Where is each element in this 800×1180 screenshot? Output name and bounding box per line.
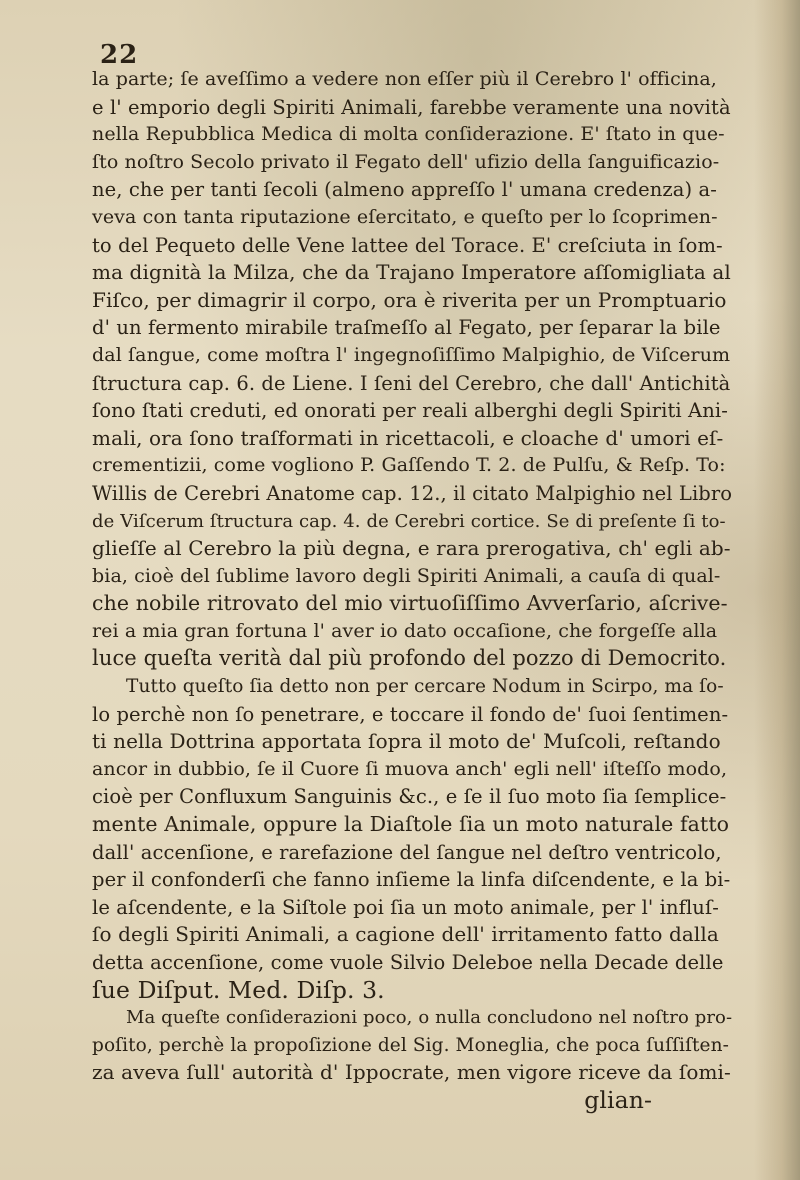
text-line: Willis de Cerebri Anatome cap. 12., il citato Malpighio nel Libro xyxy=(92,481,733,505)
text-line: ancor in dubbio, ſe il Cuore ſi muova anch' egli nell' iſteſſo modo, xyxy=(92,757,728,780)
text-line: glieſſe al Cerebro la più degna, e rara prerogativa, ch' egli ab- xyxy=(92,536,731,561)
text-line: ſono ſtati creduti, ed onorati per reali alberghi degli Spiriti Ani- xyxy=(92,399,728,423)
body-text xyxy=(92,66,732,1115)
text-line: de Viſcerum ſtructura cap. 4. de Cerebri cortice. Se di preſente ſi to- xyxy=(92,510,726,532)
text-line: ſue Diſput. Med. Diſp. 3. xyxy=(92,975,385,1004)
text-line: nella Repubblica Medica di molta conſiderazione. E' ſtato in que- xyxy=(92,123,725,146)
text-line: cioè per Confluxum Sanguinis &c., e ſe il ſuo moto ſia ſemplice- xyxy=(92,785,727,809)
text-line: crementizii, come vogliono P. Gaſſendo T. 2. de Pulſu, & Reſp. To: xyxy=(92,454,726,477)
text-line: detta accenſione, come vuole Silvio Deleboe nella Decade delle xyxy=(92,951,724,974)
text-line: le aſcendente, e la Siſtole poi ſia un moto animale, per l' influſ- xyxy=(92,895,719,919)
text-line: dall' accenſione, e rarefazione del ſangue nel deſtro ventricolo, xyxy=(92,840,722,864)
text-line: ſo degli Spiriti Animali, a cagione dell' irritamento fatto dalla xyxy=(92,922,719,947)
catchword: glian- xyxy=(584,1085,652,1114)
text-line: ne, che per tanti ſecoli (almeno appreſſo l' umana credenza) a- xyxy=(92,178,717,202)
text-line: e l' emporio degli Spiriti Animali, farebbe veramente una novità xyxy=(92,95,731,119)
text-line: dal ſangue, come moſtra l' ingegnoſiſſimo Malpighio, de Viſcerum xyxy=(92,343,731,366)
text-line: d' un fermento mirabile traſmeſſo al Fegato, per ſeparar la bile xyxy=(92,316,721,340)
text-line: ſtructura cap. 6. de Liene. I ſeni del Cerebro, che dall' Antichità xyxy=(92,371,731,395)
text-line: za aveva ſull' autorità d' Ippocrate, men vigore riceve da ſomi- xyxy=(92,1060,731,1085)
text-line: Fiſco, per dimagrir il corpo, ora è riverita per un Promptuario xyxy=(92,287,727,312)
text-line: che nobile ritrovato del mio virtuoſiſſimo Avverſario, aſcrive- xyxy=(92,591,728,616)
text-line: la parte; ſe aveſſimo a vedere non eſſer più il Cerebro l' officina, xyxy=(92,68,717,90)
text-line: per il confonderſi che fanno inſieme la linfa diſcendente, e la bi- xyxy=(92,868,731,892)
paragraph-start-line: Ma queſte conſiderazioni poco, o nulla concludono nel noſtro pro- xyxy=(126,1007,733,1029)
text-line: veva con tanta riputazione eſercitato, e queſto per lo ſcoprimen- xyxy=(92,205,718,228)
text-line: ſto noſtro Secolo privato il Fegato dell' ufizio della ſanguificazio- xyxy=(92,150,720,173)
text-line: rei a mia gran fortuna l' aver io dato occaſione, che forgeſſe alla xyxy=(92,619,718,642)
text-line: ti nella Dottrina apportata ſopra il moto de' Muſcoli, reſtando xyxy=(92,729,721,754)
text-line: luce queſta verità dal più profondo del pozzo di Democrito. xyxy=(92,646,727,671)
text-line: lo perchè non ſo penetrare, e toccare il fondo de' ſuoi ſentimen- xyxy=(92,702,729,726)
text-line: mente Animale, oppure la Diaſtole ſia un moto naturale fatto xyxy=(92,812,730,837)
text-line: to del Pequeto delle Vene lattee del Torace. E' creſciuta in ſom- xyxy=(92,233,723,257)
paragraph-start-line: Tutto queſto ſia detto non per cercare Nodum in Scirpo, ma ſo- xyxy=(126,676,724,698)
page-edge-shadow xyxy=(754,0,800,1180)
text-line: poſito, perchè la propoſizione del Sig. Moneglia, che poca ſuſſiſten- xyxy=(92,1034,729,1056)
text-line: bia, cioè del ſublime lavoro degli Spiriti Animali, a cauſa di qual- xyxy=(92,564,721,587)
text-line: ma dignità la Milza, che da Trajano Imperatore aſſomigliata al xyxy=(92,260,731,285)
text-line: mali, ora ſono traſformati in ricettacoli, e cloache d' umori eſ- xyxy=(92,425,724,450)
page-number: 22 xyxy=(100,40,139,70)
